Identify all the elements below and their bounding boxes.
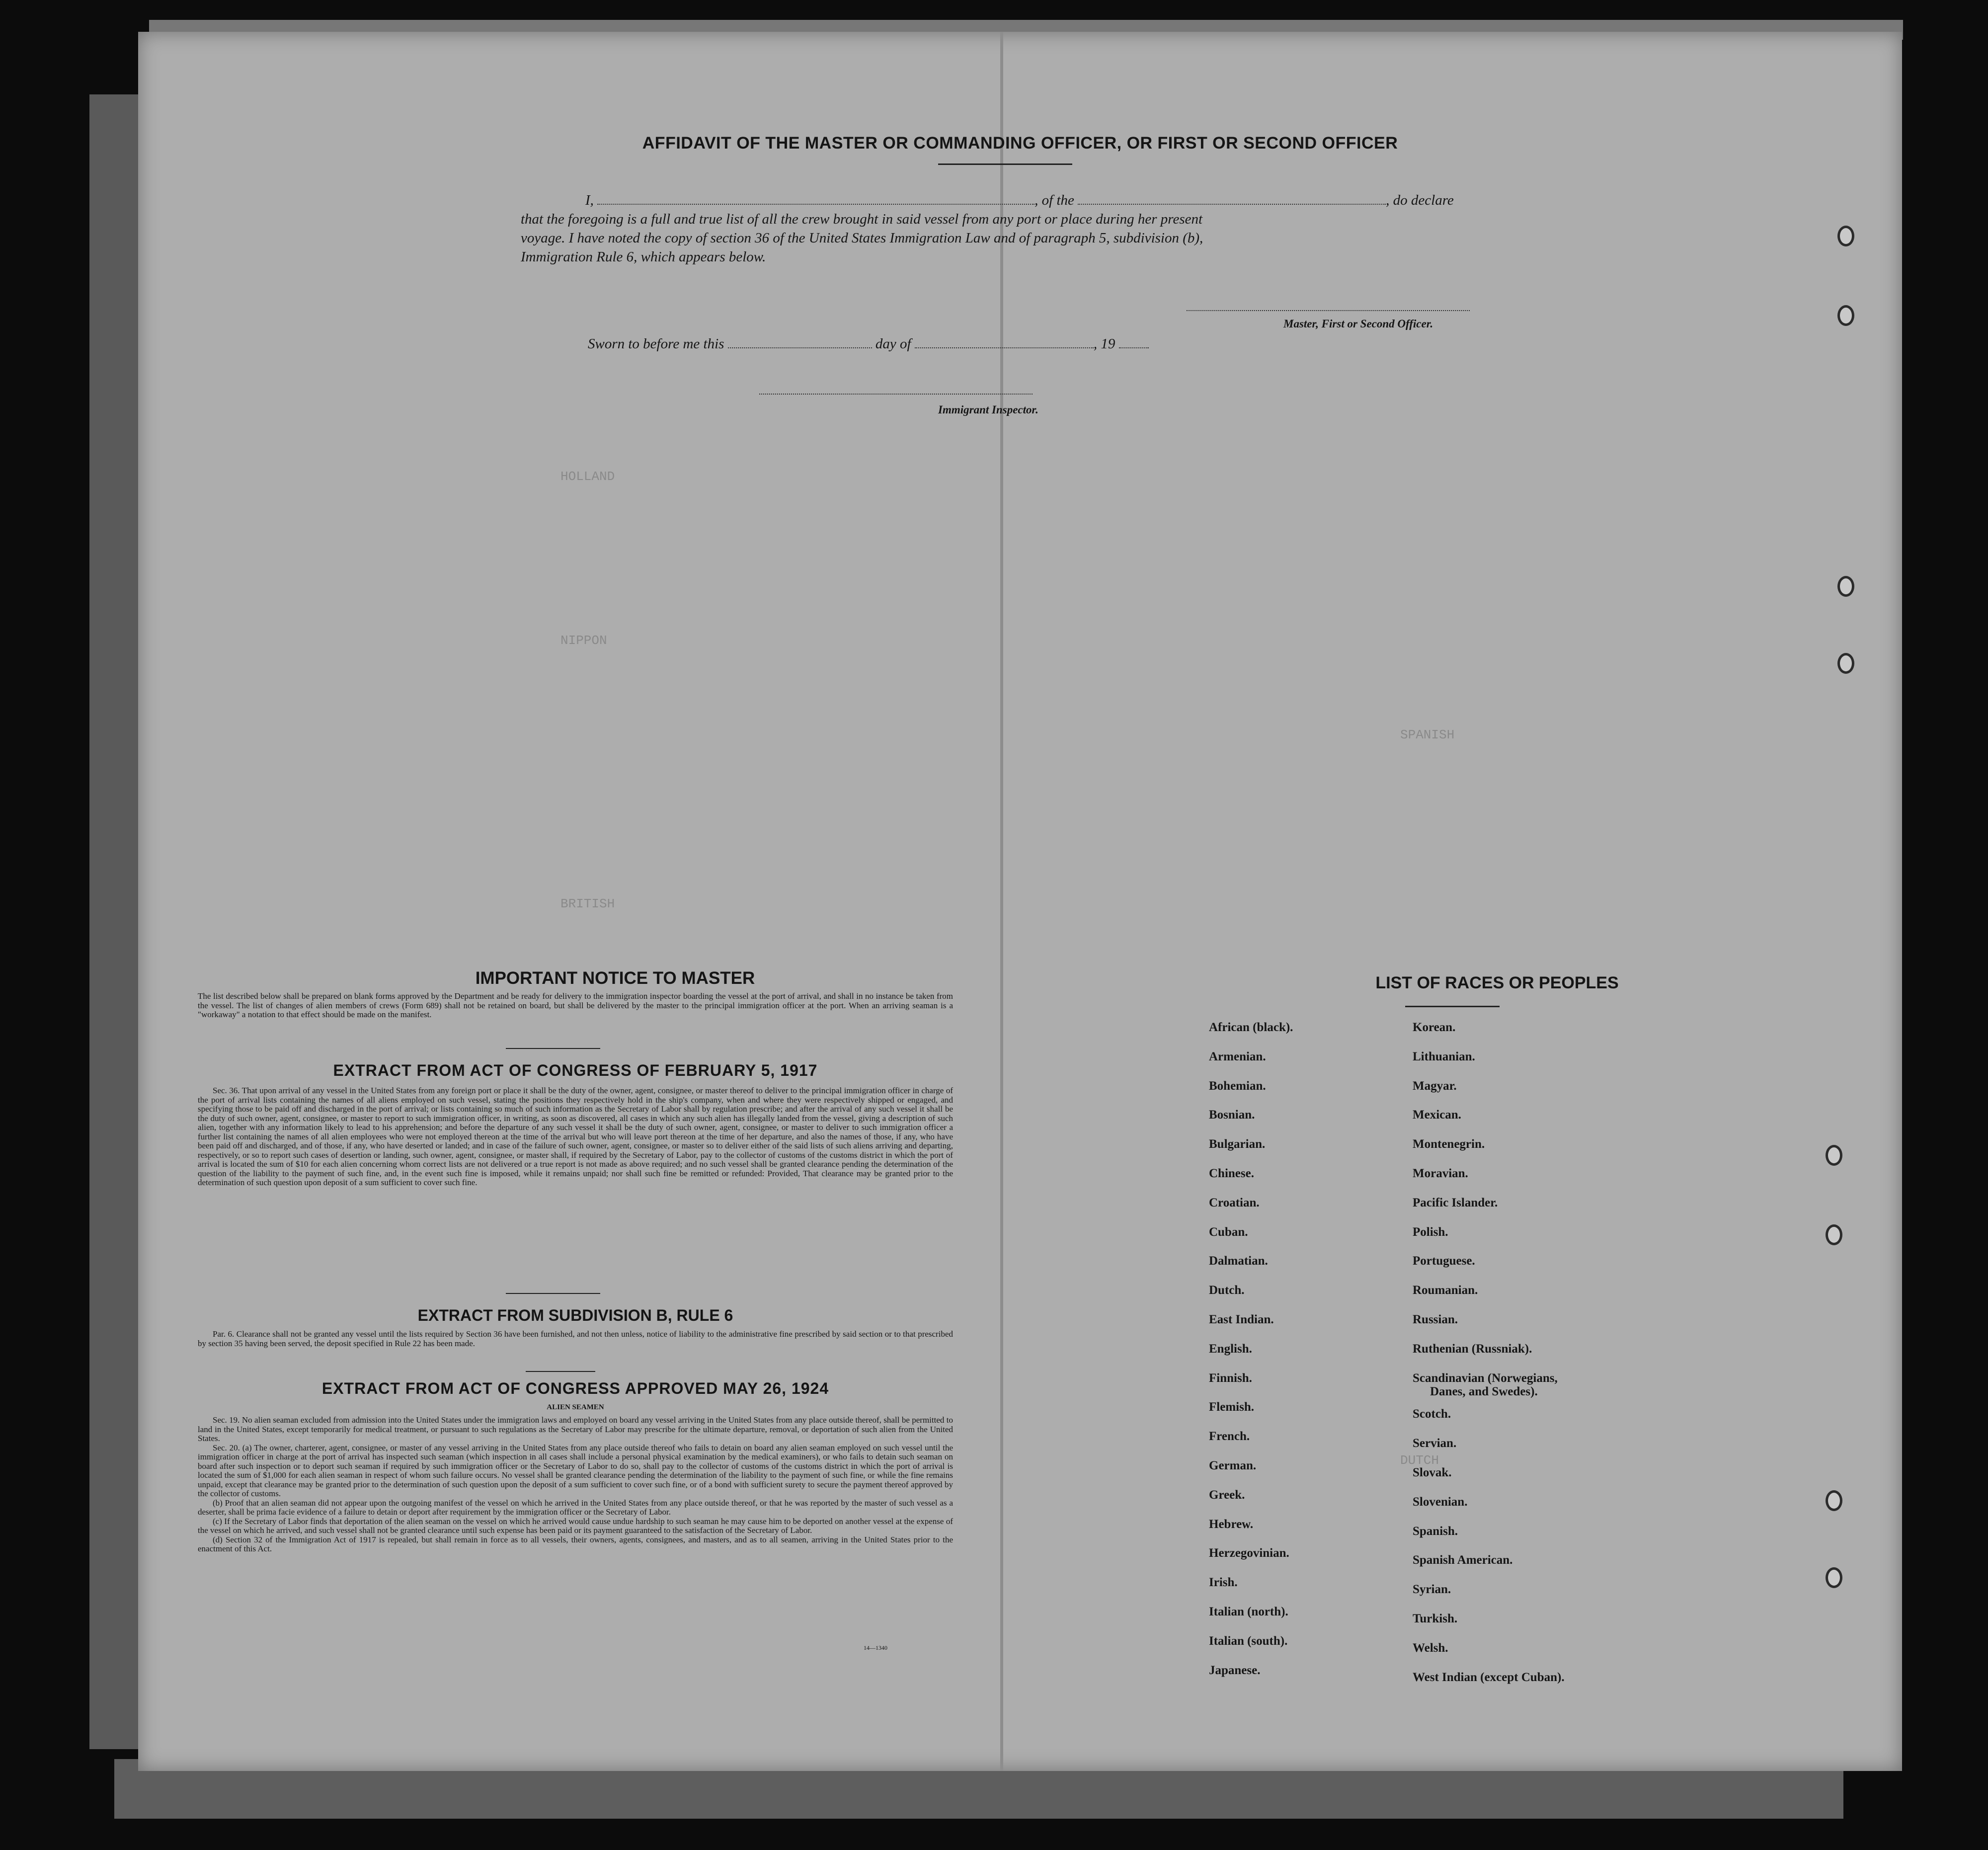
notice-title: IMPORTANT NOTICE TO MASTER [475,968,755,988]
of-the-label: , of the [1034,192,1074,208]
race-item: Greek. [1209,1488,1245,1502]
affidavit-declaration [521,191,1664,266]
race-item: Turkish. [1413,1612,1458,1625]
race-item: Montenegrin. [1413,1137,1485,1151]
race-item: Dutch. [1209,1284,1245,1297]
race-item: Welsh. [1413,1641,1448,1655]
sworn-day-field[interactable] [728,347,872,348]
extract-1917-title: EXTRACT FROM ACT OF CONGRESS OF FEBRUARY 5, 1917 [333,1061,818,1079]
race-item: English. [1209,1342,1252,1356]
extract-1917-text: Sec. 36. That upon arrival of any vessel in the United States from any foreign port or place it shall be the duty of the owner, agent, consignee, or master thereof to deliver to the principal immigration officer in charge of the port of arrival lists containing the names of all aliens employed on such vessel, stating the positions they respectively hold in the ship's company, when and where they were respectively shipped or engaged, and specifying those to be paid off and discharged in the port of arrival; or lists containing so much of such information as the Secretary of Labor shall by regulation prescribe; and after the arrival of any such vessel it shall be the duty of such owner, agent, consignee, or master to report to such immigration officer, in writing, as soon as discovered, all cases in which any such alien has illegally landed from the vessel, giving a description of such alien, together with any information likely to lead to his apprehension; and before the departure of any such vessel it shall be the duty of such owner, agent, consignee, or master to deliver to such immigration officer a further list containing the names of all alien employees who were not employed thereon at the time of the arrival but who will leave port thereon at the time of her departure, and also the names of those, if any, who have been paid off and discharged, and of those, if any, who have deserted or landed; and in case of the failure of such owner, agent, consignee, or master so to deliver either of the said lists of such aliens arriving and departing, respectively, or so to report such cases of desertion or landing, such owner, agent, consignee, or master shall, if required by the Secretary of Labor, pay to the collector of customs of the customs district in which the port of arrival is located the sum of $10 for each alien concerning whom correct lists are not delivered or a true report is not made as above required; and no such vessel shall be granted clearance pending the determination of the question of the liability to the payment of such fine, and, in the event such fine is imposed, while it remains unpaid; nor shall such fine be remitted or refunded: Provided, That clearance may be granted prior to the determination of such question upon deposit of a sum sufficient to cover such fine. [198,1086,953,1187]
sec19-text: Sec. 19. No alien seaman excluded from admission into the United States under the immigration laws and employed on board any vessel arriving in the United States from any place outside thereof, shall be permitted to land in the United States, except temporarily for medical treatment, or pursuant to such regulations as the Secretary of Labor may prescribe for the ultimate departure, removal, or deportation of such alien from the United States. [198,1415,953,1443]
form-number: 14—1340 [864,1644,887,1651]
race-item: Japanese. [1209,1663,1261,1677]
race-item: German. [1209,1459,1257,1472]
binder-hole [1837,305,1854,326]
race-item-continuation: Danes, and Swedes). [1430,1384,1538,1398]
sec20c-text: (c) If the Secretary of Labor finds that deportation of the alien seaman on the vessel on which he arrived would cause undue hardship to such seaman he may cause him to be deported on another vessel at the expense of the vessel on which he arrived, and such vessel shall not be granted clearance until such expense has been paid or its payment guaranteed to the satisfaction of the Secretary of Labor. [198,1516,953,1535]
bleed-through-text: HOLLAND [560,469,615,484]
race-item: Mexican. [1413,1108,1461,1122]
section-divider [506,1293,600,1294]
binder-hole [1826,1145,1842,1166]
bleed-through-text: NIPPON [560,633,607,648]
do-declare-label: , do declare [1386,192,1454,208]
bleed-through-text: BRITISH [560,896,615,911]
race-item: Russian. [1413,1313,1458,1326]
race-item: Slovak. [1413,1466,1452,1479]
race-item: Dalmatian. [1209,1254,1268,1268]
race-item: Finnish. [1209,1371,1252,1385]
declaration-line: Immigration Rule 6, which appears below. [521,249,766,265]
sec20d-text: (d) Section 32 of the Immigration Act of 1917 is repealed, but shall remain in force as to all vessels, their owners, agents, consignees, and masters, and as to all seamen, arriving in the United States prior to the enactment of this Act. [198,1534,953,1553]
year-label: , 19 [1093,336,1115,352]
document-page [138,32,1902,1771]
race-item: Bosnian. [1209,1108,1255,1122]
binder-hole [1826,1567,1842,1588]
sec20a-text: Sec. 20. (a) The owner, charterer, agent, consignee, or master of any vessel arriving in the United States from any place outside thereof who fails to detain on board any alien seaman employed on such vessel until the immigration officer in charge at the port of arrival has inspected such seaman (which inspection in all cases shall include a personal physical examination by the medical examiners), or who fails to detain such seaman on board after such inspection or to deport such seaman if required by such immigration officer or the Secretary of Labor to do so, shall pay to the collector of customs of the customs district in which the port of arrival is located the sum of $1,000 for each alien seaman in respect of whom such failure occurs. No vessel shall be granted clearance pending the determination of the liability to the payment of such fine, or while the fine remains unpaid, except that clearance may be granted prior to the determination of such question upon the deposit of a sum sufficient to cover such fine, or of a bond with sufficient surety to secure the payment thereof approved by the collector of customs. [198,1443,953,1498]
race-item: West Indian (except Cuban). [1413,1670,1565,1684]
race-item: Bulgarian. [1209,1137,1266,1151]
race-item: Chinese. [1209,1167,1254,1180]
inspector-signature-line[interactable] [759,394,1033,395]
affidavit-title: AFFIDAVIT OF THE MASTER OR COMMANDING OFFICER, OR FIRST OR SECOND OFFICER [642,134,1398,153]
race-item: East Indian. [1209,1313,1274,1326]
binder-hole [1826,1490,1842,1511]
bleed-through-text: SPANISH [1400,727,1455,742]
race-item: Italian (north). [1209,1605,1288,1618]
race-item: Pacific Islander. [1413,1196,1498,1209]
signature-line[interactable] [1187,310,1470,311]
race-item: Scandinavian (Norwegians, [1413,1371,1558,1385]
race-item: Syrian. [1413,1583,1451,1597]
sworn-label: Sworn to before me this [588,336,724,352]
sworn-year-field[interactable] [1119,347,1149,348]
section-divider [506,1048,600,1049]
day-of-label: day of [875,336,911,352]
race-item: French. [1209,1430,1250,1444]
race-item: Polish. [1413,1225,1448,1239]
binder-hole [1837,226,1854,246]
race-item: Irish. [1209,1576,1238,1590]
race-item: Spanish American. [1413,1553,1513,1567]
sworn-month-field[interactable] [915,347,1094,348]
races-title-underline [1405,1006,1500,1007]
race-item: African (black). [1209,1021,1293,1034]
vessel-field[interactable] [1078,204,1386,205]
section-divider [526,1371,595,1372]
race-item: Flemish. [1209,1400,1254,1414]
binder-hole [1826,1224,1842,1245]
rule6-text: Par. 6. Clearance shall not be granted any vessel until the lists required by Section 36 have been furnished, and not then unless, notice of liability to the administrative fine prescribed by said section or to that prescribed by section 35 having been served, the deposit specified in Rule 22 has been made. [198,1329,953,1348]
race-item: Magyar. [1413,1079,1457,1093]
race-item: Armenian. [1209,1049,1266,1063]
race-item: Herzegovinian. [1209,1546,1289,1560]
back-sheet-left [89,94,144,1749]
sworn-line [588,336,1149,352]
race-item: Slovenian. [1413,1495,1468,1509]
race-item: Portuguese. [1413,1254,1475,1268]
race-item: Italian (south). [1209,1634,1288,1648]
race-item: Croatian. [1209,1196,1260,1209]
page-fold [1000,32,1003,1771]
bleed-through-text: DUTCH [1400,1453,1439,1468]
race-item: Korean. [1413,1021,1456,1034]
inspector-caption: Immigrant Inspector. [938,403,1038,416]
race-item: Moravian. [1413,1167,1468,1180]
signature-caption: Master, First or Second Officer. [1283,318,1433,330]
race-item: Ruthenian (Russniak). [1413,1342,1532,1356]
race-item: Bohemian. [1209,1079,1266,1093]
name-field[interactable] [597,204,1034,205]
race-item: Roumanian. [1413,1284,1478,1297]
rule6-title: EXTRACT FROM SUBDIVISION B, RULE 6 [417,1306,733,1324]
race-item: Scotch. [1413,1407,1451,1421]
race-item: Lithuanian. [1413,1049,1475,1063]
declaration-line: that the foregoing is a full and true list of all the crew brought in said vessel from any port or place during her present [521,211,1203,227]
declaration-line: voyage. I have noted the copy of section 36 of the United States Immigration Law and of paragraph 5, subdivision (b), [521,230,1203,246]
notice-text: The list described below shall be prepared on blank forms approved by the Department and be ready for delivery to the immigration inspector boarding the vessel at the port of arrival, and shall in no instance be taken from the vessel. The list of changes of alien members of crews (Form 689) shall not be retained on board, but shall be delivered by the master to the principal immigration officer at the port. When an arriving seaman is a "workaway" a notation to that effect should be made on the manifest. [198,991,953,1019]
title-underline [938,163,1072,165]
race-item: Cuban. [1209,1225,1248,1239]
extract-1924-text [198,1416,953,1554]
race-item: Hebrew. [1209,1517,1254,1531]
sec20b-text: (b) Proof that an alien seaman did not appear upon the outgoing manifest of the vessel on which he arrived in the United States from any place outside thereof, or that he was reported by the master of such vessel as a deserter, shall be prima facie evidence of a failure to detain or deport after requirement by the immigration officer or the Secretary of Labor. [198,1498,953,1517]
races-title: LIST OF RACES OR PEOPLES [1375,973,1619,992]
extract-1924-title: EXTRACT FROM ACT OF CONGRESS APPROVED MAY 26, 1924 [321,1379,829,1397]
race-item: Spanish. [1413,1524,1458,1538]
race-item: Servian. [1413,1437,1457,1450]
binder-hole [1837,653,1854,674]
alien-seamen-subtitle: ALIEN SEAMEN [547,1403,604,1411]
i-label: I, [585,192,594,208]
binder-hole [1837,576,1854,597]
